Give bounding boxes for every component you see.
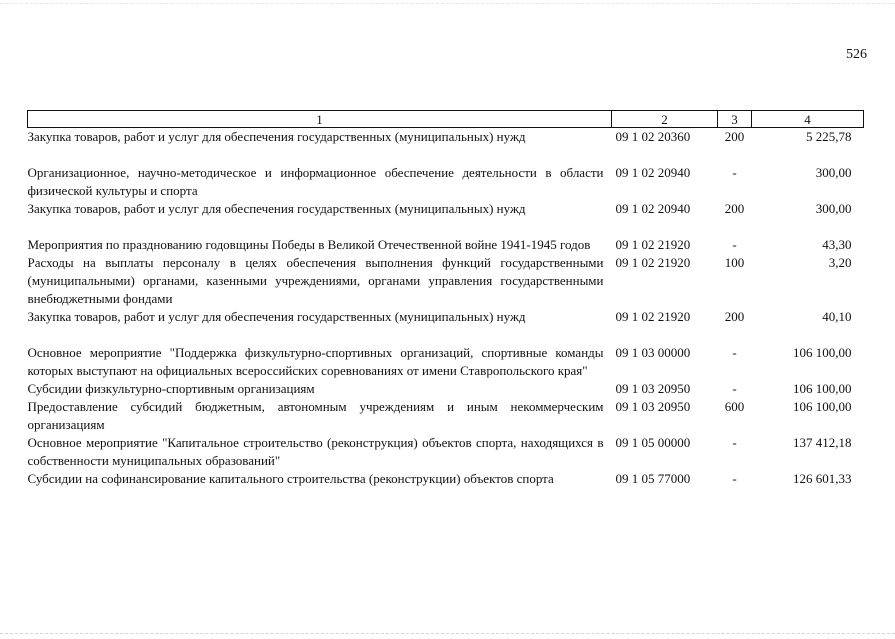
table-row [28,146,864,200]
row-description: Субсидии на софинансирование капитального строительства (реконструкции) объектов спорта [27,471,554,486]
row-code: 09 1 03 20950 [615,399,691,414]
row-description: Предоставление субсидий бюджетным, автономным учреждениям и иным некоммерческим организациям [27,399,604,432]
row-expense-type: - [732,345,737,360]
row-expense-type: - [732,237,737,252]
row-code: 09 1 05 77000 [615,471,691,486]
row-expense-type: 100 [724,255,745,270]
row-code: 09 1 05 00000 [615,435,691,450]
row-amount: 43,30 [822,237,852,252]
row-amount: 3,20 [828,255,852,270]
row-description: Мероприятия по празднованию годовщины Победы в Великой Отечественной войне 1941-1945 годов [27,237,591,252]
row-amount: 40,10 [822,309,852,324]
row-amount: 106 100,00 [793,381,852,396]
table-header-row [28,111,864,128]
table-row [28,128,864,147]
row-amount: 5 225,78 [806,129,852,144]
table-row [28,326,864,380]
row-description: Закупка товаров, работ и услуг для обеспечения государственных (муниципальных) нужд [27,201,526,216]
row-description: Организационное, научно-методическое и информационное обеспечение деятельности в области физической культуры и спорта [27,165,604,198]
row-expense-type: - [732,165,737,180]
table-row [28,200,864,218]
scan-edge-top [0,3,895,4]
row-description: Основное мероприятие "Поддержка физкультурно-спортивных организаций, спортивные команды которых выступают на официальных всероссийских соревнованиях от имени Ставропольского края" [27,345,604,378]
column-header-2: 2 [612,111,718,128]
row-description: Закупка товаров, работ и услуг для обеспечения государственных (муниципальных) нужд [27,129,526,144]
budget-table [27,110,864,488]
row-expense-type: 200 [724,201,745,216]
row-amount: 137 412,18 [793,435,852,450]
row-code: 09 1 02 21920 [615,237,691,252]
row-code: 09 1 02 20360 [615,129,691,144]
table-row [28,434,864,470]
row-code: 09 1 02 21920 [615,255,691,270]
row-code: 09 1 02 21920 [615,309,691,324]
row-expense-type: 200 [724,309,745,324]
column-header-1: 1 [28,111,612,128]
row-code: 09 1 03 00000 [615,345,691,360]
row-amount: 300,00 [815,165,852,180]
row-code: 09 1 03 20950 [615,381,691,396]
scan-edge-bottom [0,633,895,634]
row-expense-type: - [732,471,737,486]
page-number: 526 [846,47,867,62]
row-amount: 106 100,00 [793,345,852,360]
table-row [28,398,864,434]
row-expense-type: - [732,435,737,450]
row-description: Основное мероприятие "Капитальное строительство (реконструкция) объектов спорта, находящихся в собственности муниципальных образований" [27,435,604,468]
row-description: Закупка товаров, работ и услуг для обеспечения государственных (муниципальных) нужд [27,309,526,324]
row-amount: 106 100,00 [793,399,852,414]
table-row [28,470,864,488]
row-amount: 126 601,33 [793,471,852,486]
row-description: Субсидии физкультурно-спортивным организациям [27,381,315,396]
row-expense-type: 600 [724,399,745,414]
column-header-4: 4 [752,111,864,128]
row-expense-type: 200 [724,129,745,144]
row-code: 09 1 02 20940 [615,165,691,180]
column-header-3: 3 [718,111,752,128]
row-code: 09 1 02 20940 [615,201,691,216]
table-row [28,308,864,326]
row-amount: 300,00 [815,201,852,216]
table-row [28,254,864,308]
table-row [28,380,864,398]
row-expense-type: - [732,381,737,396]
row-description: Расходы на выплаты персоналу в целях обеспечения выполнения функций государственными (муниципальными) органами, казенными учреждениями, органами управления государственными внебюджетными фондами [27,255,604,306]
table-row [28,218,864,254]
